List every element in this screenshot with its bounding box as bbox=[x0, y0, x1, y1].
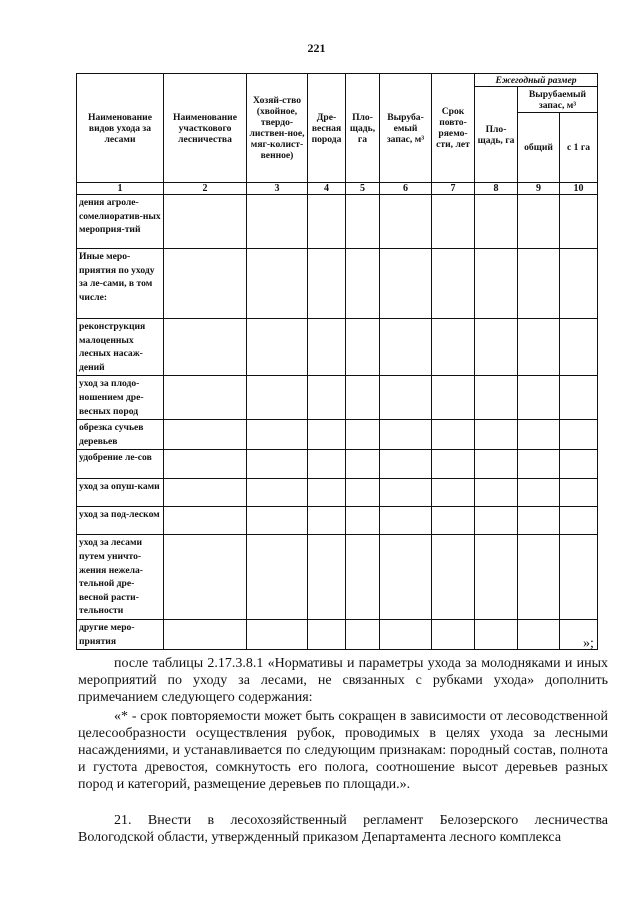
row-label: реконструкция малоценных лесных насаж-дений bbox=[77, 319, 164, 376]
table-row bbox=[77, 319, 598, 376]
header-economy: Хозяй-ство (хвойное, твердо-листвен-ное, мяг-колист-венное) bbox=[247, 74, 308, 183]
header-district: Наименование участкового лесничества bbox=[164, 74, 247, 183]
col-number: 4 bbox=[308, 183, 346, 195]
header-total: общий bbox=[518, 113, 560, 183]
paragraph-note-text: «* - срок повторяемости может быть сокращен в зависимости от лесоводственной целесообразности осуществления рубок, проводимых в целях ухода за лесными насаждениями, и устанавливается по следующим признакам: породный состав, полнота и густота древостоя, сомкнутость его полога, соотношение высот деревьев разных пород и категорий, размещение деревьев по площади.». bbox=[78, 709, 608, 792]
table-row bbox=[77, 450, 598, 479]
col-number: 7 bbox=[432, 183, 475, 195]
column-numbers-row bbox=[77, 183, 598, 195]
row-label: уход за опуш-ками bbox=[77, 479, 164, 507]
header-area: Пло-щадь, га bbox=[346, 74, 380, 183]
header-annual-cut-volume: Вырубаемый запас, м³ bbox=[518, 87, 598, 113]
col-number: 10 bbox=[560, 183, 598, 195]
col-number: 1 bbox=[77, 183, 164, 195]
table-row bbox=[77, 619, 598, 649]
header-care-type: Наименование видов ухода за лесами bbox=[77, 74, 164, 183]
forest-care-table bbox=[76, 73, 598, 650]
header-cut-volume: Выруба-емый запас, м³ bbox=[380, 74, 432, 183]
col-number: 3 bbox=[247, 183, 308, 195]
row-label: удобрение ле-сов bbox=[77, 450, 164, 479]
col-number: 6 bbox=[380, 183, 432, 195]
row-label: дения агроле-сомелиоратив-ных мероприя-тий bbox=[77, 195, 164, 249]
table-row bbox=[77, 479, 598, 507]
table-row bbox=[77, 195, 598, 249]
table-row bbox=[77, 249, 598, 319]
col-number: 2 bbox=[164, 183, 247, 195]
table-row bbox=[77, 376, 598, 420]
quote-end: »; bbox=[583, 636, 594, 651]
header-species: Дре-весная порода bbox=[308, 74, 346, 183]
header-recurrence: Срок повто-ряемо-сти, лет bbox=[432, 74, 475, 183]
row-label: другие меро-приятия bbox=[77, 619, 164, 649]
row-label: уход за под-леском bbox=[77, 507, 164, 535]
col-number: 8 bbox=[475, 183, 518, 195]
table-row bbox=[77, 535, 598, 620]
row-label: обрезка сучьев деревьев bbox=[77, 420, 164, 450]
header-annual-area: Пло-щадь, га bbox=[475, 87, 518, 183]
page-number: 221 bbox=[307, 41, 326, 55]
paragraph-item-21: 21. Внести в лесохозяйственный регламент Белозерского лесничества Вологодской области, утвержденный приказом Департамента лесного комплекса bbox=[78, 813, 608, 845]
row-label: уход за плодо-ношением дре-весных пород bbox=[77, 376, 164, 420]
paragraph-note-intro: после таблицы 2.17.3.8.1 «Нормативы и параметры ухода за молодняками и иных мероприятий по уходу за лесами, не связанных с рубками ухода» дополнить примечанием следующего содержания: bbox=[78, 656, 608, 705]
col-number: 9 bbox=[518, 183, 560, 195]
row-label: уход за лесами путем уничто-жения нежела-тельной дре-весной расти-тельности bbox=[77, 535, 164, 620]
table-row bbox=[77, 507, 598, 535]
row-label: Иные меро-приятия по уходу за ле-сами, в том числе: bbox=[77, 249, 164, 319]
header-per-ha: с 1 га bbox=[560, 113, 598, 183]
table-row bbox=[77, 420, 598, 450]
col-number: 5 bbox=[346, 183, 380, 195]
header-annual-size: Ежегодный размер bbox=[475, 74, 598, 87]
